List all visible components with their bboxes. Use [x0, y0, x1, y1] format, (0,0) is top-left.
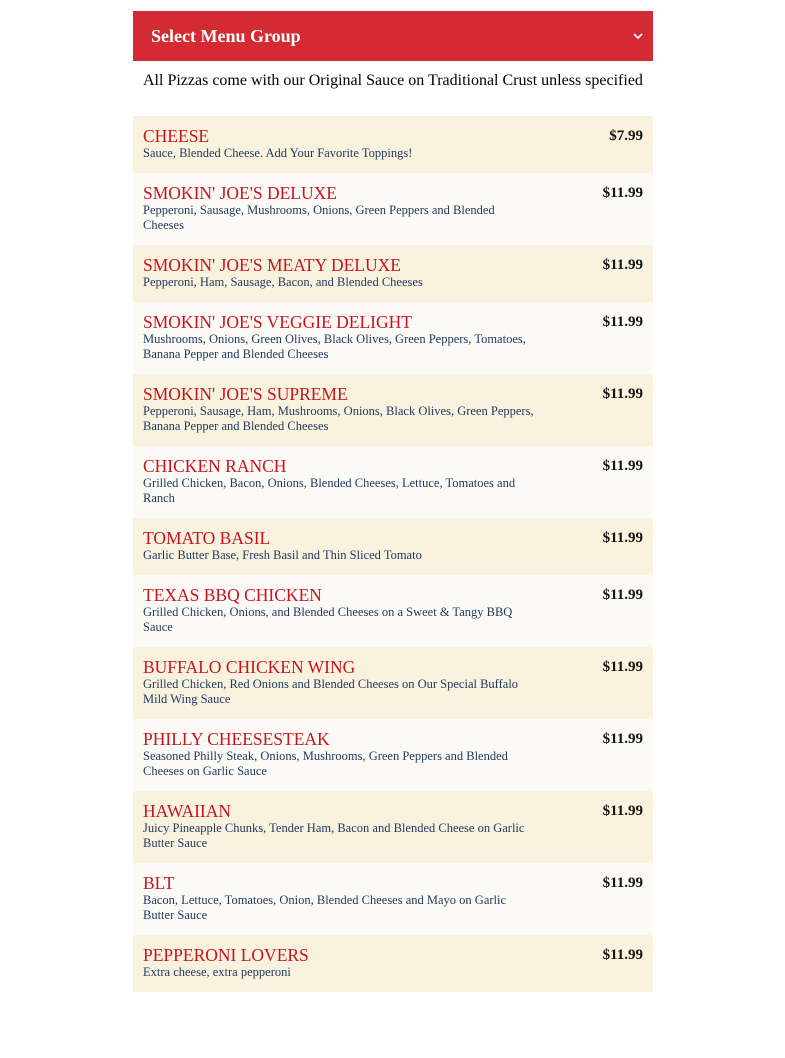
menu-item[interactable]	[133, 446, 653, 518]
menu-item-description: Grilled Chicken, Bacon, Onions, Blended Cheeses, Lettuce, Tomatoes and Ranch	[143, 476, 516, 505]
menu-item-name: PHILLY CHEESESTEAK	[143, 729, 330, 749]
menu-item-description: Pepperoni, Sausage, Mushrooms, Onions, Green Peppers and Blended Cheeses	[143, 203, 495, 232]
menu-item[interactable]	[133, 173, 653, 245]
menu-item[interactable]	[133, 302, 653, 374]
menu-item-description: Pepperoni, Sausage, Ham, Mushrooms, Onions, Black Olives, Green Peppers, Banana Pepper and Blended Cheeses	[143, 404, 534, 433]
menu-item-description: Grilled Chicken, Onions, and Blended Cheeses on a Sweet & Tangy BBQ Sauce	[143, 605, 513, 634]
menu-item[interactable]	[133, 791, 653, 863]
menu-item-name: HAWAIIAN	[143, 801, 232, 821]
menu-item-name: SMOKIN' JOE'S VEGGIE DELIGHT	[143, 312, 412, 332]
menu-item-price: $7.99	[609, 128, 643, 144]
menu-item-name: PEPPERONI LOVERS	[143, 945, 309, 965]
menu-item-price: $11.99	[602, 803, 643, 819]
menu-item-price: $11.99	[602, 185, 643, 201]
menu-item-description: Mushrooms, Onions, Green Olives, Black Olives, Green Peppers, Tomatoes, Banana Pepper and Blended Cheeses	[143, 332, 526, 361]
menu-item[interactable]	[133, 575, 653, 647]
menu-item-name: SMOKIN' JOE'S SUPREME	[143, 384, 348, 404]
menu-item-description: Seasoned Philly Steak, Onions, Mushrooms, Green Peppers and Blended Cheeses on Garlic Sauce	[143, 749, 508, 778]
menu-item[interactable]	[133, 647, 653, 719]
menu-container	[133, 11, 653, 992]
menu-item-name: SMOKIN' JOE'S MEATY DELUXE	[143, 255, 401, 275]
menu-intro-text: All Pizzas come with our Original Sauce on Traditional Crust unless specified	[143, 72, 643, 89]
menu-item-description: Garlic Butter Base, Fresh Basil and Thin Sliced Tomato	[143, 548, 422, 562]
menu-item[interactable]	[133, 935, 653, 992]
chevron-down-icon[interactable]	[631, 29, 645, 43]
menu-item-name: BLT	[143, 873, 175, 893]
menu-item-description: Grilled Chicken, Red Onions and Blended Cheeses on Our Special Buffalo Mild Wing Sauce	[143, 677, 519, 706]
menu-item-price: $11.99	[602, 587, 643, 603]
menu-group-select-label: Select Menu Group	[151, 25, 301, 46]
menu-item-price: $11.99	[602, 731, 643, 747]
menu-item[interactable]	[133, 374, 653, 446]
menu-item-name: TEXAS BBQ CHICKEN	[143, 585, 322, 605]
menu-item-description: Bacon, Lettuce, Tomatoes, Onion, Blended Cheeses and Mayo on Garlic Butter Sauce	[143, 893, 507, 922]
menu-item-description: Pepperoni, Ham, Sausage, Bacon, and Blended Cheeses	[143, 275, 423, 289]
menu-item-description: Sauce, Blended Cheese. Add Your Favorite Toppings!	[143, 146, 413, 160]
menu-item[interactable]	[133, 116, 653, 173]
menu-item-name: BUFFALO CHICKEN WING	[143, 657, 356, 677]
menu-item-price: $11.99	[602, 659, 643, 675]
menu-item-price: $11.99	[602, 530, 643, 546]
menu-item[interactable]	[133, 863, 653, 935]
menu-item-name: SMOKIN' JOE'S DELUXE	[143, 183, 337, 203]
menu-item[interactable]	[133, 518, 653, 575]
menu-item-name: CHEESE	[143, 126, 210, 146]
menu-item-description: Juicy Pineapple Chunks, Tender Ham, Bacon and Blended Cheese on Garlic Butter Sauce	[143, 821, 525, 850]
menu-item-price: $11.99	[602, 314, 643, 330]
menu-group-select[interactable]	[133, 11, 653, 61]
menu-item-price: $11.99	[602, 875, 643, 891]
menu-item-name: TOMATO BASIL	[143, 528, 271, 548]
menu-item-price: $11.99	[602, 458, 643, 474]
menu-item-price: $11.99	[602, 386, 643, 402]
menu-item-price: $11.99	[602, 947, 643, 963]
menu-item[interactable]	[133, 719, 653, 791]
menu-item[interactable]	[133, 245, 653, 302]
menu-item-description: Extra cheese, extra pepperoni	[143, 965, 291, 979]
menu-item-name: CHICKEN RANCH	[143, 456, 287, 476]
menu-item-price: $11.99	[602, 257, 643, 273]
